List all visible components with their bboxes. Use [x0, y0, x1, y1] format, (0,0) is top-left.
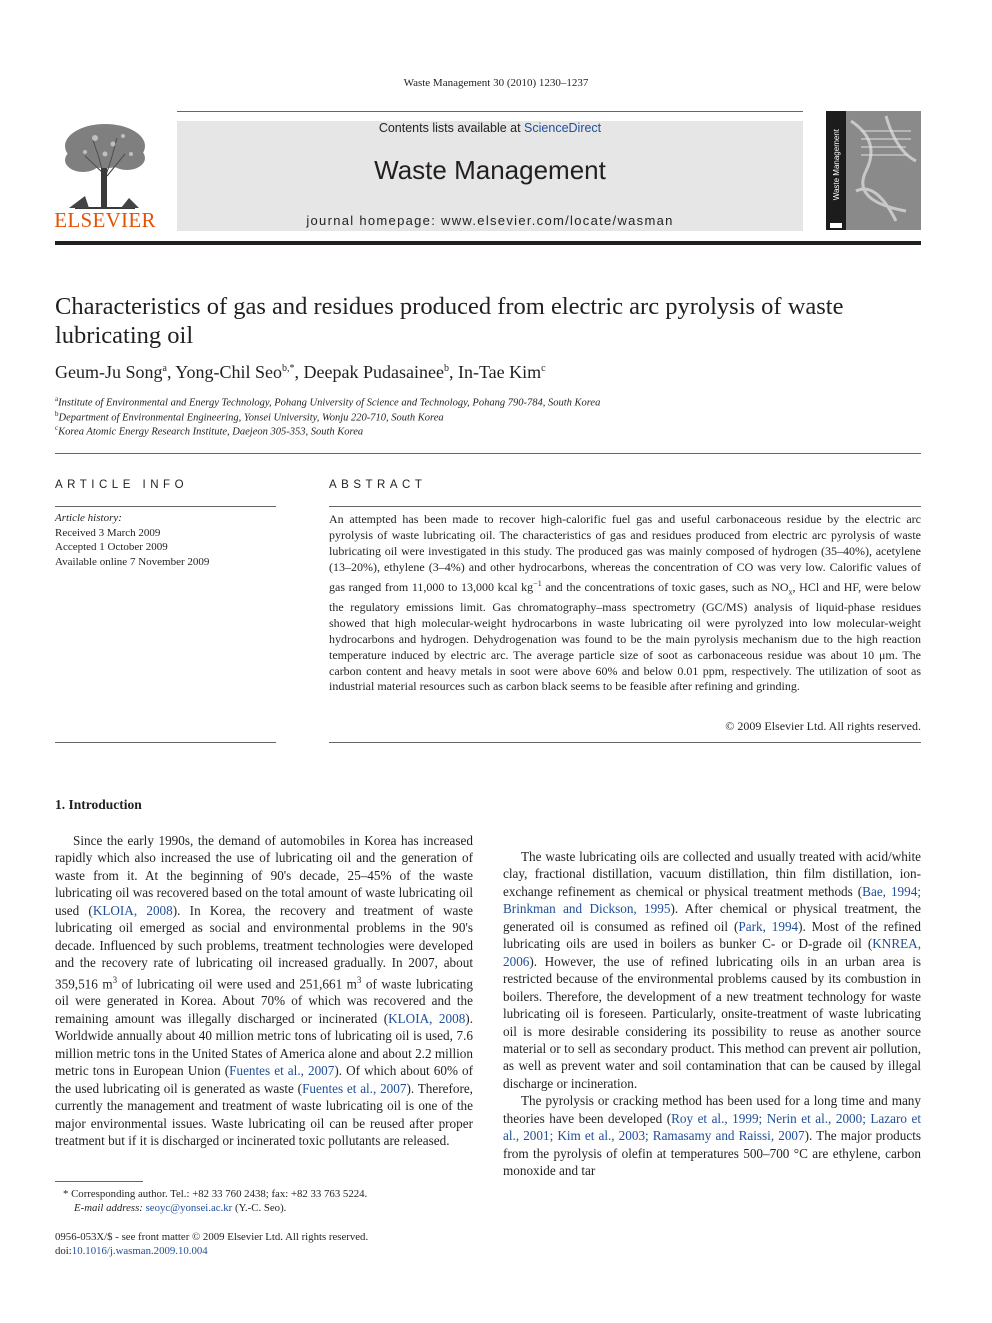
article-history: [55, 511, 276, 569]
received-date: Received 3 March 2009: [55, 526, 161, 539]
corresponding-author-footnote: [55, 1187, 475, 1215]
accepted-date: Accepted 1 October 2009: [55, 541, 168, 553]
abstract-heading: ABSTRACT: [329, 479, 427, 491]
body-column-right: [503, 796, 921, 1180]
footnote-rule: [55, 1181, 143, 1182]
affiliation: $^c$Korea Atomic Energy Research Institute, Daejeon 305-353, South Korea: [55, 424, 364, 438]
author: Yong-Chil Seo$^{b,*}$,: [175, 362, 304, 382]
cover-spine-text: [832, 129, 842, 209]
contents-line: [177, 121, 803, 135]
issn-line: 0956-053X/$ - see front matter © 2009 Elsevier Ltd. All rights reserved.: [55, 1231, 369, 1243]
abstract-text: An attempted has been made to recover high-calorific fuel gas and useful carbonaceous residue by the electric arc pyrolysis of waste lubricating oil. The characteristics of gas and residues produced from electric arc pyrolysis of waste lubricating oil were investigated in this study. The produced gas was mainly composed of hydrogen (35–40%), acetylene (13–20%), ethylene (3–4%) and other hydrocarbons, whereas the concentration of CO was very low. Calorific values of gas ranged from 11,000 to 13,000 kcal $kg^{-1}$ and the concentrations of toxic gases, such as $NO_x$, HCl and HF, were below the regulatory emissions limit. Gas chromatography–mass spectrometry (GC/MS) analysis of liquid-phase residues showed that high molecular-weight hydrocarbons in waste lubricating oil were pyrolyzed into low molecular-weight hydrocarbons and hydrogen. Dehydrogenation was found to be the main pyrolysis mechanism due to the high reaction temperature induced by electric arc. The average particle size of soot as carbonaceous residue was about 10 μm. The carbon content and heavy metals in soot were above 60% and below 0.01 ppm, respectively. The utilization of soot as industrial material resources such as carbon black seems to be feasible after refining and grinding.: [329, 512, 921, 694]
online-date: Available online 7 November 2009: [55, 555, 210, 568]
doi-link[interactable]: 10.1016/j.wasman.2009.10.004: [71, 1245, 208, 1257]
article-info-heading: ARTICLE INFO: [55, 479, 189, 491]
divider: [329, 506, 921, 507]
author-list: [55, 362, 915, 383]
cover-title: Waste Management: [832, 129, 841, 201]
paragraph: Since the early 1990s, the demand of automobiles in Korea has increased rapidly which also increased the use of lubricating oil and the generation of waste from it. At the beginning of 90's decade, 25–45% of the waste lubricating oil was recovered based on the total amount of waste lubricating oil used (KLOIA, 2008). In Korea, the recovery and treatment of waste lubricating oil emerged as social and environmental problems in the 90's decade. Influenced by such problems, treatment technologies were developed and the recovery rate of lubricating oil increased gradually. In 2007, about 359,516 $m^3$ of lubricating oil were used and 251,661 $m^3$ of waste lubricating oil were generated in Korea. About 70% of which was recovered and the remaining amount was illegally discharged or incinerated (KLOIA, 2008). Worldwide annually about 40 million metric tons of lubricating oil is used, 7.6 million metric tons in the United States of America alone and about 2.2 million metric tons in European Union (Fuentes et al., 2007). Of which about 60% of the used lubricating oil is generated as waste (Fuentes et al., 2007). Therefore, currently the management and treatment of waste lubricating oil is one of the major environmental issues. Waste lubricating oil can be reused after proper treatment but if it is discharged or incinerated toxic pollutants are released.: [55, 833, 473, 1149]
publisher-wordmark: ELSEVIER: [54, 208, 156, 232]
paragraph-continuation: [503, 796, 921, 848]
journal-cover-thumbnail: [826, 111, 921, 230]
citation-link[interactable]: Bae, 1994; Brinkman and Dickson, 1995: [503, 883, 921, 917]
abstract-copyright: © 2009 Elsevier Ltd. All rights reserved.: [725, 719, 921, 733]
history-label: Article history:: [55, 512, 122, 524]
citation-link[interactable]: Fuentes et al., 2007: [229, 1063, 335, 1079]
affiliation: $^a$Institute of Environmental and Energy Technology, Pohang University of Science and Technology, Pohang 790-784, South Korea: [55, 395, 601, 409]
citation-link[interactable]: KNREA, 2006: [503, 936, 921, 969]
divider: [329, 742, 921, 743]
footnote-email: E-mail address: seoyc@yonsei.ac.kr (Y.-C. Seo).: [74, 1202, 287, 1214]
body-column-left: [55, 832, 473, 1163]
author: Geum-Ju Song$^a$,: [55, 362, 176, 382]
author: Deepak Pudasainee$^b$,: [303, 362, 458, 382]
divider: [55, 742, 276, 743]
section-heading: 1. Introduction: [55, 797, 142, 812]
header-bottom-rule: [55, 241, 921, 245]
citation-link[interactable]: Park, 1994: [738, 918, 799, 934]
journal-homepage[interactable]: journal homepage: www.elsevier.com/locate/wasman: [306, 213, 674, 228]
citation-link[interactable]: KLOIA, 2008: [388, 1010, 466, 1026]
affiliation: $^b$Department of Environmental Engineering, Yonsei University, Wonju 220-710, South Korea: [55, 410, 444, 424]
issn-doi: [55, 1230, 475, 1258]
citation-link[interactable]: Roy et al., 1999; Nerin et al., 2000; Lazaro et al., 2001; Kim et al., 2003; Ramasamy and Raissi, 2007: [503, 1110, 921, 1144]
header-top-rule: [177, 111, 803, 112]
paragraph: The pyrolysis or cracking method has been used for a long time and many theories have been developed (Roy et al., 1999; Nerin et al., 2000; Lazaro et al., 2001; Kim et al., 2003; Ramasamy and Raissi, 2007). The major products from the pyrolysis of olefin at temperatures 500–700 °C are ethylene, carbon monoxide and tar: [503, 1093, 921, 1179]
journal-citation: Waste Management 30 (2010) 1230–1237: [403, 77, 589, 89]
article-title: Characteristics of gas and residues produced from electric arc pyrolysis of waste lubricating oil: [55, 293, 844, 349]
doi-line: doi:10.1016/j.wasman.2009.10.004: [55, 1245, 208, 1257]
citation-link[interactable]: KLOIA, 2008: [92, 902, 173, 918]
contents-prefix: Contents lists available at: [378, 121, 525, 135]
divider: [55, 506, 276, 507]
sciencedirect-link[interactable]: ScienceDirect: [524, 121, 602, 135]
citation-link[interactable]: Fuentes et al., 2007: [302, 1080, 407, 1096]
footnote-contact: * Corresponding author. Tel.: +82 33 760 2438; fax: +82 33 763 5224.: [63, 1188, 368, 1200]
author: In-Tae Kim$^c$: [457, 362, 546, 382]
email-link[interactable]: seoyc@yonsei.ac.kr: [145, 1202, 233, 1214]
paragraph: The waste lubricating oils are collected and usually treated with acid/white clay, fractional distillation, vacuum distillation, thin film distillation, ion-exchange refinement as chemical or physical treatment methods (Bae, 1994; Brinkman and Dickson, 1995). After chemical or physical treatment, the generated oil is consumed as refined oil (Park, 1994). Most of the refined lubricating oils are used in boilers as bunker C- or D-grade oil (KNREA, 2006). However, the use of refined lubricating oils in an urban area is restricted because of the environmental problems caused by its combustion in boilers. Therefore, the development of a new treatment technology for waste lubricating oil is foreseen. Particularly, onsite-treatment of waste lubricating oil is more desirable considering its possibility to reuse as another source material or to sell as secondary product. This method can prevent air pollution, as well as prevent water and soil contamination that can be caused by illegal discharge or incineration.: [503, 849, 921, 1091]
journal-name: Waste Management: [374, 155, 606, 185]
divider: [55, 453, 921, 454]
